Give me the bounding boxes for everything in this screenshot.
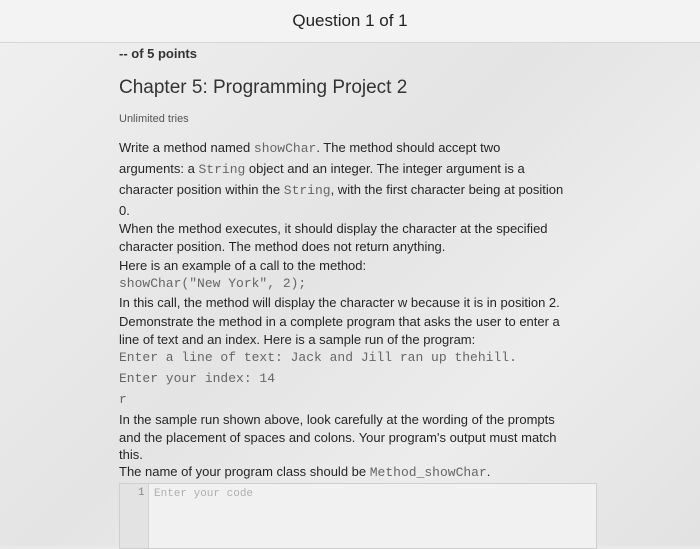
prompt-line-3: [119, 182, 563, 198]
prompt-text: . The method should accept two: [316, 140, 501, 155]
points-label: -- of 5 points: [119, 46, 197, 61]
question-title: Chapter 5: Programming Project 2: [119, 77, 408, 98]
sample-run-line-1: Enter a line of text: Jack and Jill ran up thehill.: [119, 350, 517, 365]
inline-code: String: [283, 183, 331, 198]
prompt-line-7: Here is an example of a call to the method:: [119, 258, 367, 273]
question-counter: Question 1 of 1: [292, 11, 408, 30]
tries-label: Unlimited tries: [119, 113, 189, 125]
prompt-line-11: In the sample run shown above, look carefully at the wording of the prompts: [119, 412, 555, 427]
class-name-code: Method_showChar: [369, 465, 487, 480]
sample-run-line-3: r: [119, 392, 127, 407]
prompt-line-13: this.: [119, 447, 143, 462]
question-header: [0, 0, 700, 43]
prompt-line-1: [119, 140, 500, 156]
inline-code: String: [198, 162, 246, 177]
code-editor[interactable]: [119, 483, 597, 549]
prompt-text: arguments: a: [119, 161, 199, 176]
code-example-call: showChar("New York", 2);: [119, 276, 307, 291]
line-number: 1: [138, 487, 145, 499]
prompt-text: Write a method named: [119, 140, 254, 155]
code-input[interactable]: [154, 485, 584, 503]
prompt-text: object and an integer. The integer argument is a: [245, 161, 525, 176]
prompt-line-2: [119, 161, 525, 177]
prompt-line-6: character position. The method does not return anything.: [119, 239, 446, 254]
prompt-line-4: 0.: [119, 203, 130, 218]
prompt-line-9: Demonstrate the method in a complete program that asks the user to enter a: [119, 314, 560, 329]
inline-code: showChar: [253, 141, 317, 156]
prompt-line-14: [119, 464, 490, 480]
prompt-text: .: [486, 464, 491, 479]
prompt-line-5: When the method executes, it should display the character at the specified: [119, 221, 548, 236]
prompt-text: The name of your program class should be: [119, 464, 370, 479]
prompt-line-12: and the placement of spaces and colons. Your program's output must match: [119, 430, 557, 445]
prompt-text: character position within the: [119, 182, 284, 197]
editor-gutter: [120, 484, 149, 548]
prompt-text: , with the first character being at position: [330, 182, 564, 197]
prompt-line-10: line of text and an index. Here is a sample run of the program:: [119, 332, 476, 347]
sample-run-line-2: Enter your index: 14: [119, 371, 276, 386]
prompt-line-8: In this call, the method will display the character w because it is in position 2.: [119, 295, 560, 310]
